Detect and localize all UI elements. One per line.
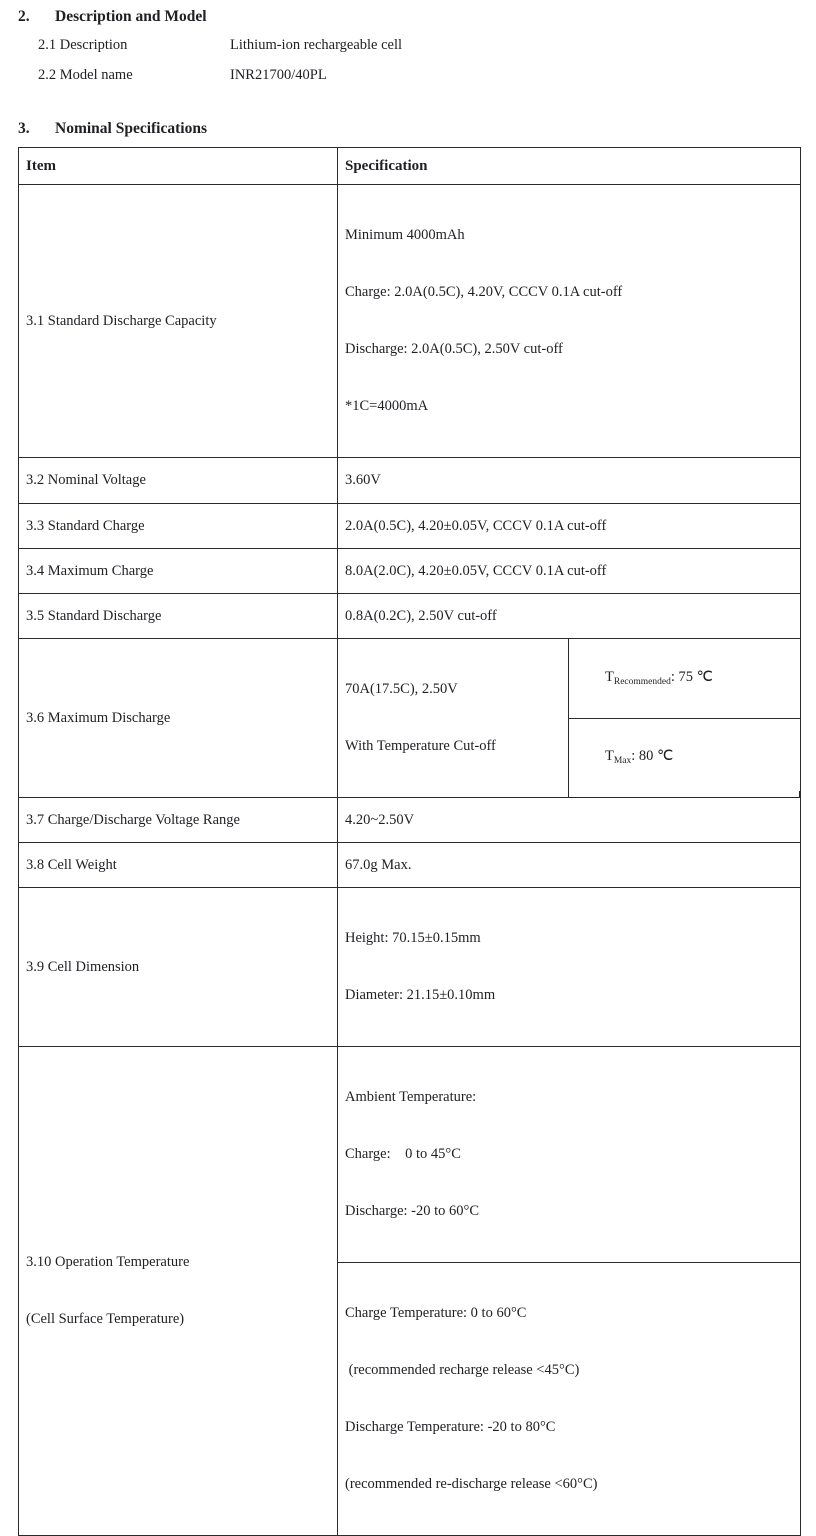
- spec-line: With Temperature Cut-off: [345, 738, 496, 754]
- spec-cell: 2.0A(0.5C), 4.20±0.05V, CCCV 0.1A cut-off: [338, 504, 801, 549]
- table-border-stub: [799, 791, 800, 798]
- spec-cell: 8.0A(2.0C), 4.20±0.05V, CCCV 0.1A cut-off: [338, 549, 801, 594]
- t-recommended-cell: [569, 639, 801, 719]
- spec-line: Discharge: 2.0A(0.5C), 2.50V cut-off: [345, 341, 563, 357]
- section-2-heading: [18, 8, 207, 26]
- section-2-number: 2.: [18, 8, 30, 25]
- description-row: [38, 37, 402, 54]
- section-2-title: Description and Model: [55, 8, 207, 25]
- table-row-3-2: [19, 458, 801, 504]
- spec-line: (recommended recharge release <45°C): [345, 1362, 580, 1378]
- table-row-3-6: [19, 639, 801, 719]
- spec-line: Ambient Temperature:: [345, 1089, 477, 1105]
- description-value: Lithium-ion rechargeable cell: [230, 37, 403, 53]
- spec-cell: 67.0g Max.: [338, 843, 801, 888]
- table-row-3-8: [19, 843, 801, 888]
- spec-line: Height: 70.15±0.15mm: [345, 930, 481, 946]
- header-specification-cell: Specification: [338, 148, 801, 185]
- table-border-stub: [337, 791, 338, 798]
- table-row-3-3: [19, 504, 801, 549]
- table-row-3-10: [19, 1047, 801, 1263]
- t-max-cell: [569, 718, 801, 798]
- item-cell: 3.1 Standard Discharge Capacity: [19, 185, 338, 458]
- spec-line: Charge Temperature: 0 to 60°C: [345, 1305, 527, 1321]
- table-row-3-1: [19, 185, 801, 458]
- item-cell: 3.5 Standard Discharge: [19, 594, 338, 639]
- spec-cell: [338, 185, 801, 458]
- item-line: (Cell Surface Temperature): [26, 1311, 185, 1327]
- table-row-3-4: [19, 549, 801, 594]
- spec-line: *1C=4000mA: [345, 398, 429, 414]
- item-cell: 3.6 Maximum Discharge: [19, 639, 338, 798]
- spec-line: Diameter: 21.15±0.10mm: [345, 987, 496, 1003]
- spec-cell: [338, 639, 569, 798]
- spec-line: 70A(17.5C), 2.50V: [345, 681, 458, 697]
- item-cell: 3.9 Cell Dimension: [19, 888, 338, 1047]
- model-name-value: INR21700/40PL: [230, 67, 327, 83]
- description-label: 2.1 Description: [38, 37, 128, 53]
- spec-line: Discharge Temperature: -20 to 80°C: [345, 1419, 556, 1435]
- item-cell: 3.7 Charge/Discharge Voltage Range: [19, 798, 338, 843]
- specifications-table: [18, 147, 801, 1536]
- t-recommended-value: : 75 ℃: [670, 668, 713, 685]
- spec-line: Minimum 4000mAh: [345, 227, 465, 243]
- section-3-title: Nominal Specifications: [55, 120, 207, 137]
- item-cell: 3.4 Maximum Charge: [19, 549, 338, 594]
- spec-cell: 3.60V: [338, 458, 801, 504]
- t-max-value: : 80 ℃: [631, 748, 674, 765]
- item-cell: 3.8 Cell Weight: [19, 843, 338, 888]
- t-recommended-subscript: Recommended: [613, 676, 671, 687]
- section-3-number: 3.: [18, 120, 30, 137]
- header-item-cell: Item: [19, 148, 338, 185]
- section-3-heading: [18, 120, 207, 138]
- ambient-temperature-cell: [338, 1047, 801, 1263]
- surface-temperature-cell: [338, 1263, 801, 1536]
- table-row-3-5: [19, 594, 801, 639]
- spec-line: Charge: 2.0A(0.5C), 4.20V, CCCV 0.1A cut-off: [345, 284, 623, 300]
- t-max-subscript: Max: [613, 756, 632, 767]
- model-name-label: 2.2 Model name: [38, 67, 133, 83]
- spec-line: Charge: 0 to 45°C: [345, 1146, 461, 1162]
- spec-cell: 0.8A(0.2C), 2.50V cut-off: [338, 594, 801, 639]
- spec-line: Discharge: -20 to 60°C: [345, 1203, 479, 1219]
- item-cell: 3.3 Standard Charge: [19, 504, 338, 549]
- t-max-symbol: T: [605, 748, 614, 765]
- spec-cell: [338, 888, 801, 1047]
- item-cell: 3.2 Nominal Voltage: [19, 458, 338, 504]
- model-name-row: [38, 67, 327, 84]
- table-border-stub: [18, 791, 19, 798]
- item-cell: [19, 1047, 338, 1536]
- table-row-3-9: [19, 888, 801, 1047]
- spec-line: (recommended re-discharge release <60°C): [345, 1476, 598, 1492]
- t-recommended-symbol: T: [605, 668, 614, 685]
- table-row-3-7: [19, 798, 801, 843]
- table-header-row: [19, 148, 801, 185]
- spec-cell: 4.20~2.50V: [338, 798, 801, 843]
- item-line: 3.10 Operation Temperature: [26, 1254, 190, 1270]
